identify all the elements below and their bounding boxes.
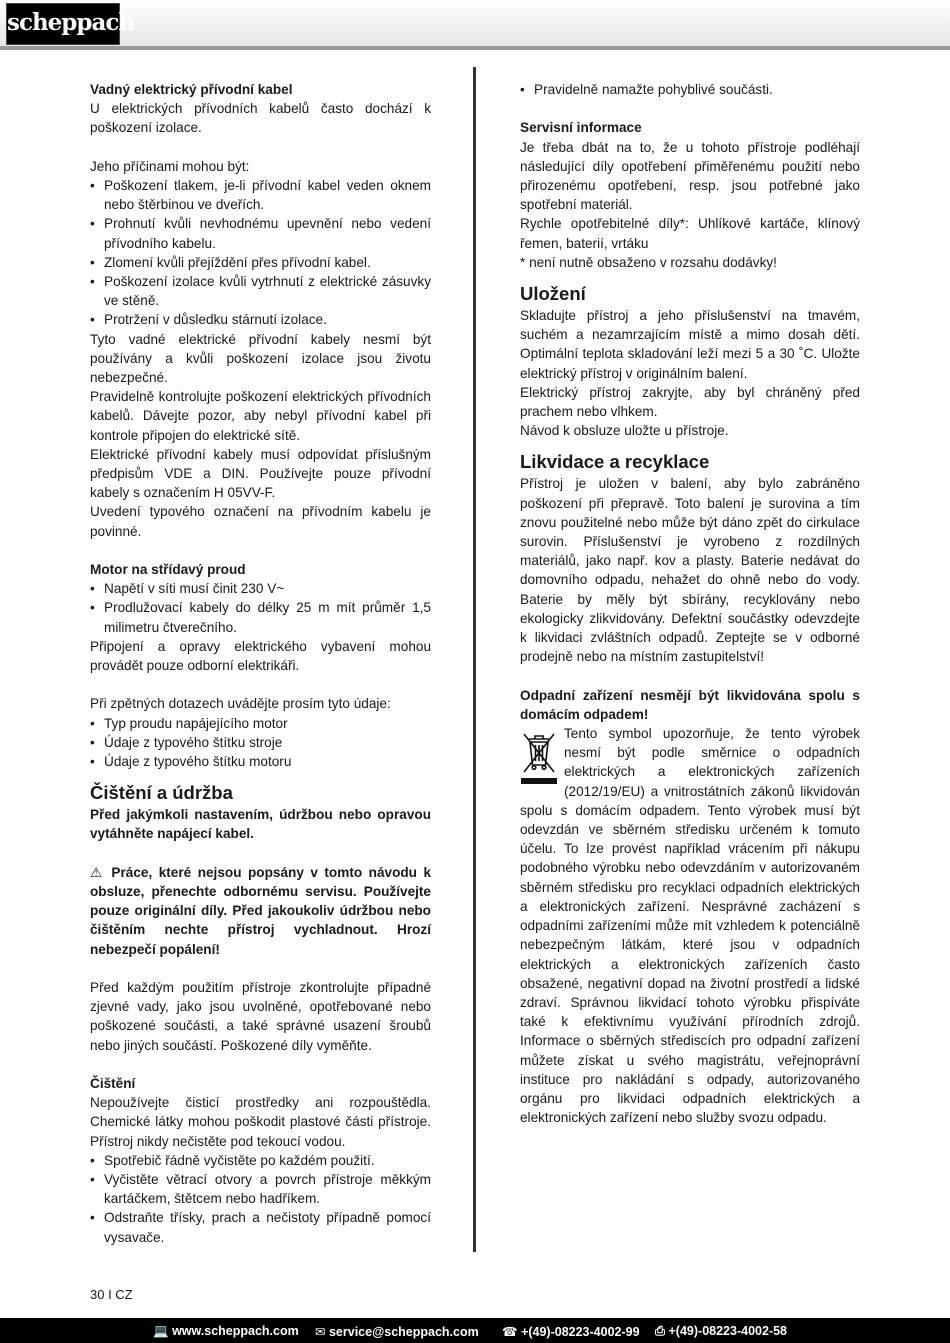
warning-icon: ⚠	[90, 864, 105, 880]
page-header	[0, 0, 950, 50]
list-item: • Odstraňte třísky, prach a nečistoty případně pomocí vysavače.	[90, 1208, 431, 1246]
paragraph: Tyto vadné elektrické přívodní kabely nesmí být používány a kvůli poškození izolace jsou životu nebezpečné.	[90, 331, 431, 386]
paragraph: Nepoužívejte čisticí prostředky ani rozpouštědla. Chemické látky mohou poškodit plastové části přístroje. Přístroj nikdy nečistěte pod tekoucí vodou.	[90, 1095, 431, 1149]
bullet-list	[520, 80, 860, 99]
paragraph: Elektrické přívodní kabely musí odpovídat příslušným předpisům VDE a DIN. Používejte pouze přívodní kabely s označením H 05VV-F.	[90, 446, 431, 501]
warning-paragraph: Před jakýmkoli nastavením, údržbou nebo opravou vytáhněte napájecí kabel.	[90, 807, 431, 842]
paragraph: Přístroj je uložen v balení, aby bylo zabráněno poškození při přepravě. Toto balení je surovina a tím znovu použitelné nebo může být dáno zpět do cirkulace surovin. Příslušenství je vyrobeno z rozdílných materiálů, jako např. kov a plasty. Baterie nedávat do domovního odpadu, nehažet do ohně nebo do vody. Baterie by měly být sbírány, recyklovány nebo ekologicky zlikvidovány. Defektní součástky odevzdejte k likvidaci zvláštních odpadů. Zeptejte se v odborné prodejně nebo na místním zastupitelství!	[520, 476, 860, 665]
section-title-maintenance: Čištění a údržba	[90, 782, 233, 804]
paragraph: Před každým použitím přístroje zkontrolujte případné zjevné vady, jako jsou uvolněné, opotřebované nebo poškozené součásti, a také správné usazení šroubů nebo jiných součástí. Poškozené díly vyměňte.	[90, 980, 431, 1053]
logo-text: scheppach	[7, 9, 135, 36]
scheppach-logo	[6, 3, 135, 45]
list-item: • Vyčistěte větrací otvory a povrch přístroje měkkým kartáčkem, štětcem nebo hadříkem.	[90, 1170, 431, 1208]
mail-icon: ✉	[315, 1325, 326, 1339]
paragraph: Rychle opotřebitelné díly*: Uhlíkové kartáče, klínový řemen, baterií, vrtáku	[520, 216, 860, 251]
monitor-icon: 💻	[153, 1324, 169, 1338]
list-item: • Prohnutí kvůli nevhodnému upevnění nebo vedení přívodního kabelu.	[90, 214, 431, 252]
list-item: • Poškození izolace kvůli vytrhnutí z elektrické zásuvky ve stěně.	[90, 272, 431, 310]
warning-paragraph	[90, 863, 431, 959]
section-title-motor: Motor na střídavý proud	[90, 562, 246, 578]
list-item: • Spotřebič řádně vyčistěte po každém použití.	[90, 1151, 431, 1170]
paragraph: U elektrických přívodních kabelů často dochází k poškození izolace.	[90, 101, 431, 136]
list-item: • Údaje z typového štítku motoru	[90, 752, 431, 771]
list-item: • Zlomení kvůli přejíždění přes přívodní kabel.	[90, 253, 431, 272]
paragraph: Jeho příčinami mohou být:	[90, 158, 250, 174]
fax-text: +(49)-08223-4002-58	[668, 1324, 787, 1338]
email-text: service@scheppach.com	[328, 1325, 479, 1339]
disposal-warning: Odpadní zařízení nesmějí být likvidována spolu s domácím odpadem!	[520, 687, 860, 722]
fax-icon: ⎙	[655, 1324, 666, 1338]
warning-text: Práce, které nejsou popsány v tomto návodu k obsluze, přenechte odbornému servisu. Používejte pouze originální díly. Před jakoukoliv údržbou nebo čištěním nechte přístroj vychladnout. Hrozí nebezpečí popálení!	[90, 864, 432, 957]
section-title-cleaning: Čištění	[90, 1076, 136, 1092]
paragraph: Je třeba dbát na to, že u tohoto přístroje podléhají následující díly opotřebení přiměřenému použití nebo přirozenému opotřebení, resp. jsou potřebné jako spotřební materiál.	[520, 139, 860, 213]
page-footer	[0, 1318, 950, 1343]
section-title-cable: Vadný elektrický přívodní kabel	[90, 82, 293, 97]
bullet-list	[90, 579, 431, 637]
paragraph: Uvedení typového označení na přívodním kabelu je povinné.	[90, 504, 431, 539]
fax-number	[655, 1324, 787, 1339]
list-item: • Protržení v důsledku stárnutí izolace.	[90, 310, 431, 329]
crossed-bin-icon	[520, 730, 558, 786]
list-item: • Údaje z typového štítku stroje	[90, 733, 431, 752]
paragraph: Připojení a opravy elektrického vybavení mohou provádět pouze odborní elektrikáři.	[90, 638, 431, 674]
paragraph: Návod k obsluze uložte u přístroje.	[520, 423, 729, 439]
list-item: • Typ proudu napájejícího motor	[90, 714, 431, 733]
section-title-storage: Uložení	[520, 283, 586, 305]
paragraph: Tento symbol upozorňuje, že tento výrobek nesmí být podle směrnice o odpadních elektrických a elektronických zařízeních (2012/19/EU) a vnitrostátních zákonů likvidován spolu s domácím odpadem. Tento výrobek musí být odevzdán ve sběrném středisku určeném k tomuto účelu. To lze provést například vrácením při nákupu podobného výrobku nebo odevzdáním v autorizovaném sběrném středisku pro recyklaci odpadních elektrických a elektronických zařízení. Nesprávné zacházení s odpadními zařízeními může mít vzhledem k potenciálně nebezpečným látkám, které jsou v odpadních elektrických a elektronických zařízeních často obsažené, negativní dopad na životní prostředí a lidské zdraví. Správnou likvidací tohoto výrobku přispíváte také k efektivnímu využívání přírodních zdrojů. Informace o sběrných střediscích pro odpadní zařízení můžete získat u svého magistrátu, veřejnoprávní instituce pro nakládání s odpady, autorizovaného orgánu pro likvidaci odpadních elektrických a elektronických zařízení nebo služby svozu odpadu.	[520, 726, 860, 1126]
left-column	[90, 80, 431, 1247]
phone-number	[502, 1324, 640, 1339]
section-title-service: Servisní informace	[520, 120, 642, 136]
section-title-disposal: Likvidace a recyklace	[520, 451, 710, 473]
page-number: 30 I CZ	[90, 1287, 133, 1302]
bullet-list	[90, 714, 431, 772]
website-text: www.scheppach.com	[172, 1324, 299, 1338]
right-column	[520, 80, 860, 1127]
paragraph: * není nutně obsaženo v rozsahu dodávky!	[520, 254, 777, 270]
list-item: • Prodlužovací kabely do délky 25 m mít průměr 1,5 milimetru čtverečního.	[90, 598, 431, 636]
paragraph: Elektrický přístroj zakryjte, aby byl chráněný před prachem nebo vlhkem.	[520, 384, 860, 420]
column-divider	[473, 67, 476, 1252]
phone-text: +(49)-08223-4002-99	[521, 1325, 640, 1339]
paragraph: Při zpětných dotazech uvádějte prosím tyto údaje:	[90, 696, 391, 712]
bullet-list	[90, 176, 431, 330]
list-item: • Pravidelně namažte pohyblivé součásti.	[520, 80, 860, 99]
list-item: • Napětí v síti musí činit 230 V~	[90, 579, 431, 598]
website-link[interactable]	[153, 1324, 299, 1339]
list-item: • Poškození tlakem, je-li přívodní kabel veden oknem nebo štěrbinou ve dveřích.	[90, 176, 431, 214]
email-link[interactable]	[315, 1324, 479, 1339]
bullet-list	[90, 1151, 431, 1247]
paragraph: Pravidelně kontrolujte poškození elektrických přívodních kabelů. Dávejte pozor, aby nebyl přívodní kabel při kontrole připojen do elektrické sítě.	[90, 389, 431, 443]
header-rule	[0, 46, 950, 50]
phone-icon: ☎	[502, 1325, 518, 1339]
paragraph: Skladujte přístroj a jeho příslušenství na tmavém, suchém a nezamrzajícím místě a mimo dosah dětí. Optimální teplota skladování leží mezi 5 a 30 ˚C. Uložte elektrický přístroj v originálním balení.	[520, 308, 860, 381]
weee-block	[520, 724, 860, 1127]
